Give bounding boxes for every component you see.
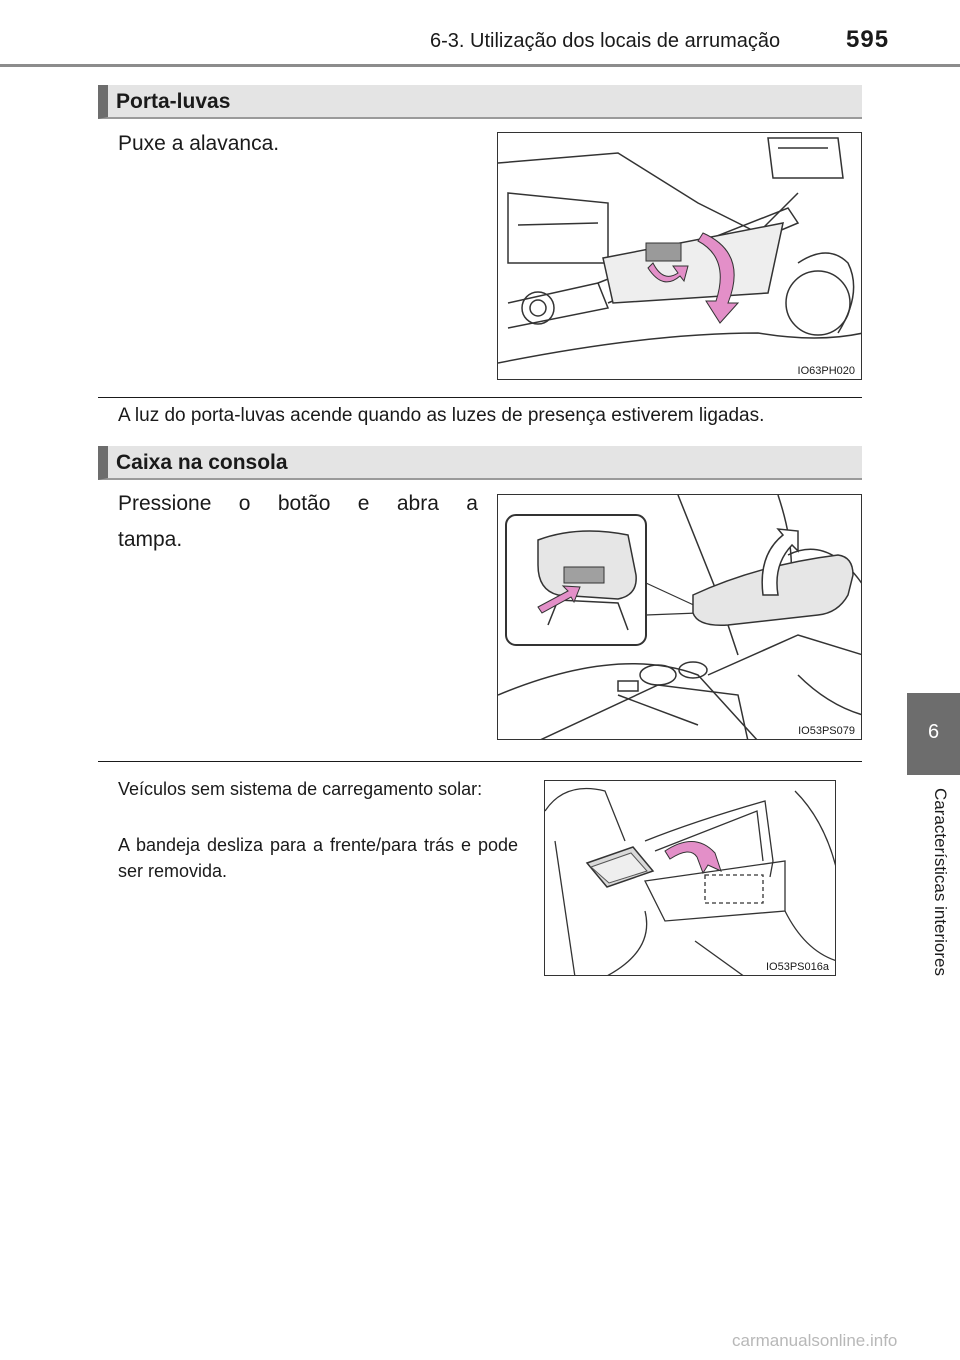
glove-box-instruction: Puxe a alavanca. <box>118 132 280 155</box>
console-box-drawing <box>498 495 862 740</box>
chapter-number: 6 <box>927 721 940 743</box>
section-heading-console-box <box>98 446 862 480</box>
chapter-section-title: 6-3. Utilização dos locais de arrumação <box>430 30 781 52</box>
glove-box-illustration <box>497 132 862 380</box>
divider-line <box>98 761 862 762</box>
section-heading-label: Caixa na consola <box>116 451 288 474</box>
figure-code: IO63PH020 <box>797 365 855 377</box>
figure-code: IO53PS016a <box>766 961 829 973</box>
header-divider <box>0 64 960 67</box>
console-box-instruction: Pressione o botão e abra a tampa. <box>118 492 478 551</box>
glove-box-light-note: A luz do porta-luvas acende quando as luzes de presença estiverem ligadas. <box>118 405 765 426</box>
divider-line <box>98 397 862 398</box>
section-heading-label: Porta-luvas <box>116 90 231 113</box>
console-tray-illustration <box>544 780 836 976</box>
tray-description: A bandeja desliza para a frente/para trás e pode ser removida. <box>118 835 518 881</box>
section-heading-glove-box <box>98 85 862 119</box>
page-number: 595 <box>846 26 890 53</box>
watermark: carmanualsonline.info <box>732 1331 898 1350</box>
chapter-tab <box>907 693 960 775</box>
figure-code: IO53PS079 <box>798 725 855 737</box>
solar-charging-condition: Veículos sem sistema de carregamento solar: <box>118 779 483 799</box>
glove-box-drawing <box>498 133 862 380</box>
chapter-title-vertical: Características interiores <box>931 788 950 977</box>
console-box-illustration <box>497 494 862 740</box>
console-tray-drawing <box>545 781 836 976</box>
